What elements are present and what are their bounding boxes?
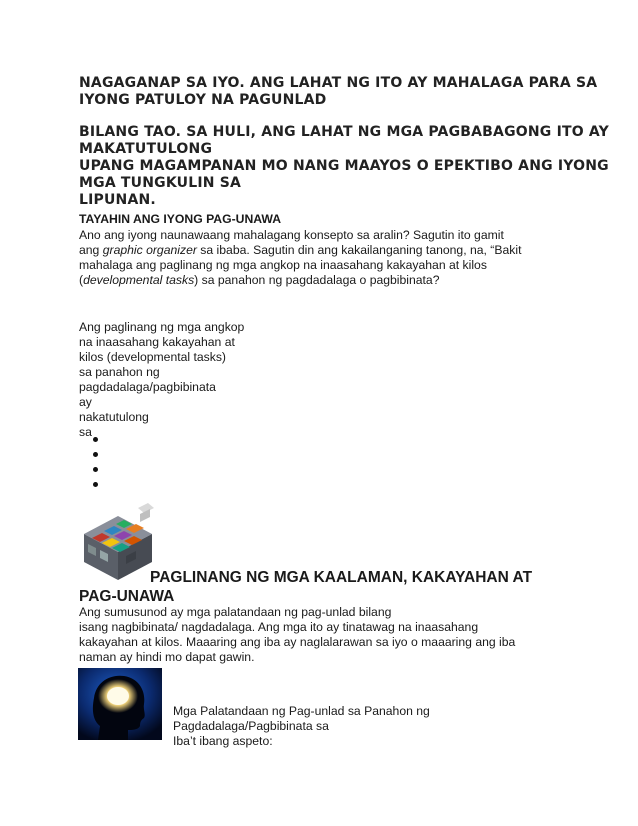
organizer-line-8: sa — [79, 425, 92, 439]
bullet-point — [93, 437, 98, 442]
intro-line-5: UPANG MAGAMPANAN MO NANG MAAYOS O EPEKTIBO ANG IYONG — [79, 158, 609, 174]
organizer-line-4: sa panahon ng — [79, 365, 160, 379]
section-heading: PAGLINANG NG MGA KAALAMAN, KAKAYAHAN AT — [150, 569, 533, 586]
intro-line-1: NAGAGANAP SA IYO. ANG LAHAT NG ITO AY MAHALAGA PARA SA — [79, 75, 598, 91]
organizer-line-5: pagdadalaga/pagbibinata — [79, 380, 216, 394]
intro-line-6: MGA TUNGKULIN SA — [79, 175, 242, 191]
caption-line-2: Pagdadalaga/Pagbibinata sa — [173, 719, 329, 733]
organizer-line-3: kilos (developmental tasks) — [79, 350, 226, 364]
question-line-2: ang graphic organizer sa ibaba. Sagutin din ang kakailanganing tanong, na, “Bakit — [79, 243, 522, 257]
bullet-point — [93, 452, 98, 457]
paragraph-line-4: naman ay hindi mo dapat gawin. — [79, 650, 255, 664]
caption-line-3: Iba’t ibang aspeto: — [173, 734, 273, 748]
intro-line-4: MAKATUTULONG — [79, 141, 213, 157]
organizer-line-7: nakatutulong — [79, 410, 149, 424]
bullet-point — [93, 482, 98, 487]
intro-line-3: BILANG TAO. SA HULI, ANG LAHAT NG MGA PAGBABAGONG ITO AY — [79, 124, 609, 140]
paragraph-line-3: kakayahan at kilos. Maaaring ang iba ay naglalarawan sa iyo o maaaring ang iba — [79, 635, 516, 649]
glowing-brain-head-image — [78, 668, 162, 740]
organizer-line-2: na inaasahang kakayahan at — [79, 335, 235, 349]
section-title: TAYAHIN ANG IYONG PAG-UNAWA — [79, 212, 282, 226]
intro-line-2: IYONG PATULOY NA PAGUNLAD — [79, 92, 327, 108]
bullet-point — [93, 467, 98, 472]
puzzle-cube-image — [78, 500, 158, 582]
organizer-line-6: ay — [79, 395, 92, 409]
question-line-4: (developmental tasks) sa panahon ng pagdadalaga o pagbibinata? — [79, 273, 440, 287]
paragraph-line-2: isang nagbibinata/ nagdadalaga. Ang mga ito ay tinatawag na inaasahang — [79, 620, 479, 634]
paragraph-line-1: Ang sumusunod ay mga palatandaan ng pag-unlad bilang — [79, 605, 392, 619]
organizer-line-1: Ang paglinang ng mga angkop — [79, 320, 245, 334]
question-line-1: Ano ang iyong naunawaang mahalagang konsepto sa aralin? Sagutin ito gamit — [79, 228, 504, 242]
section-heading-cont: PAG-UNAWA — [79, 588, 175, 605]
caption-line-1: Mga Palatandaan ng Pag-unlad sa Panahon ng — [173, 704, 430, 718]
intro-line-7: LIPUNAN. — [79, 192, 156, 208]
question-line-3: mahalaga ang paglinang ng mga angkop na inaasahang kakayahan at kilos — [79, 258, 487, 272]
